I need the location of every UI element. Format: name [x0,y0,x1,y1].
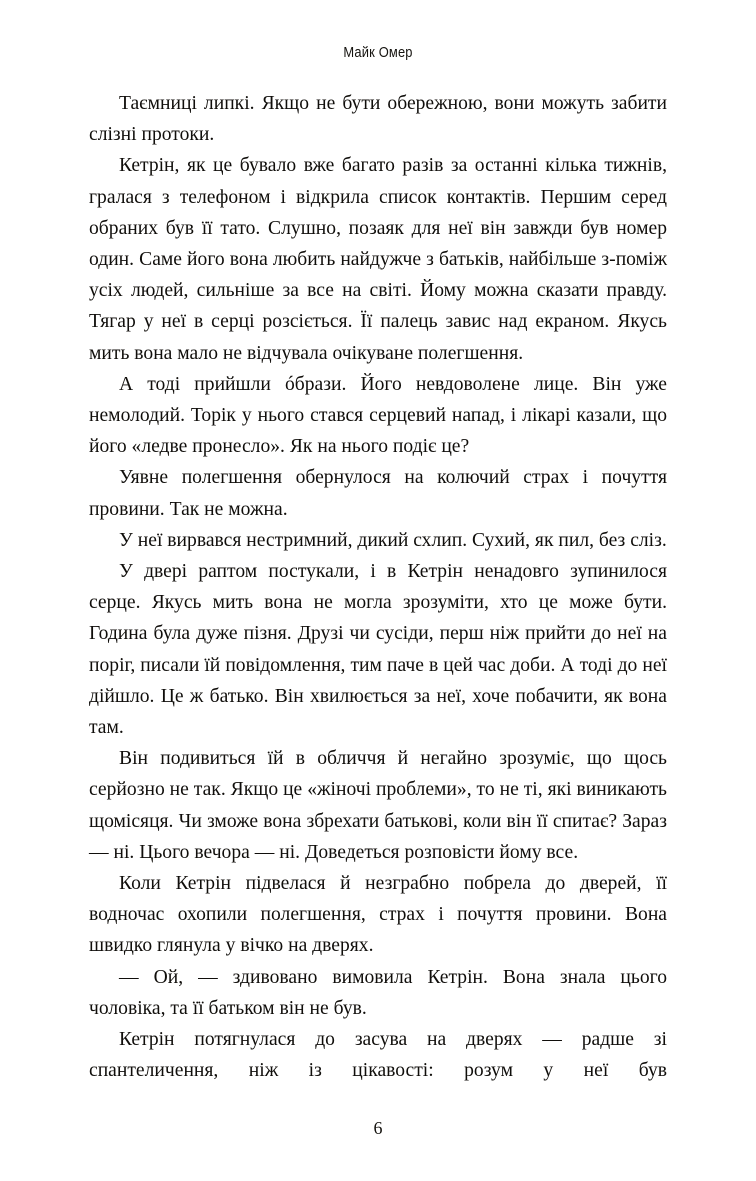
running-head: Майк Омер [343,44,413,61]
paragraph: Кетрін, як це бувало вже багато разів за останні кілька тижнів, гралася з телефоном і відкрила список контактів. Першим серед обраних був її тато. Слушно, позаяк для неї він завжди був номер один. Саме його вона любить найдужче з батьків, найбільше з-поміж усіх людей, сильніше за все на світі. Йому можна сказати правду. Тягар у неї в серці розсіється. Її палець завис над екраном. Якусь мить вона мало не відчувала очікуване полегшення. [89,155,667,364]
paragraph: У неї вирвався нестримний, дикий схлип. Сухий, як пил, без сліз. [119,529,667,551]
paragraph: А тоді прийшли óбрази. Його невдоволене лице. Він уже немолодий. Торік у нього стався серцевий напад, і лікарі казали, що його «ледве пронесло». Як на нього подіє це? [89,373,667,458]
body-text-block [89,88,667,1087]
paragraph: Коли Кетрін підвелася й незграбно побрела до дверей, її водночас охопили полегшення, страх і почуття провини. Вона швидко глянула у вічко на дверях. [89,873,667,957]
paragraph: Він подивиться їй в обличчя й негайно зрозуміє, що щось серйозно не так. Якщо це «жіночі проблеми», то не ті, які виникають щомісяця. Чи зможе вона збрехати батькові, коли він її спитає? Зараз — ні. Цього вечора — ні. Доведеться розповісти йому все. [89,748,667,863]
page-number: 6 [373,1118,383,1138]
paragraph: Кетрін потягнулася до засува на дверях — радше зі спантеличення, ніж із цікавості: розум у неї був [89,1029,667,1082]
paragraph: Уявне полегшення обернулося на колючий страх і почуття провини. Так не можна. [89,467,667,520]
paragraph: Таємниці липкі. Якщо не бути обережною, вони можуть забити слізні протоки. [89,93,667,146]
paragraph: — Ой, — здивовано вимовила Кетрін. Вона знала цього чоловіка, та її батьком він не був. [89,966,667,1019]
paragraph: У двері раптом постукали, і в Кетрін ненадовго зупинилося серце. Якусь мить вона не могла зрозуміти, хто це може бути. Година була дуже пізня. Друзі чи сусіди, перш ніж прийти до неї на поріг, писали їй повідомлення, тим паче в цей час доби. А тоді до неї дійшло. Це ж батько. Він хвилюється за неї, хоче побачити, як вона там. [89,561,667,739]
